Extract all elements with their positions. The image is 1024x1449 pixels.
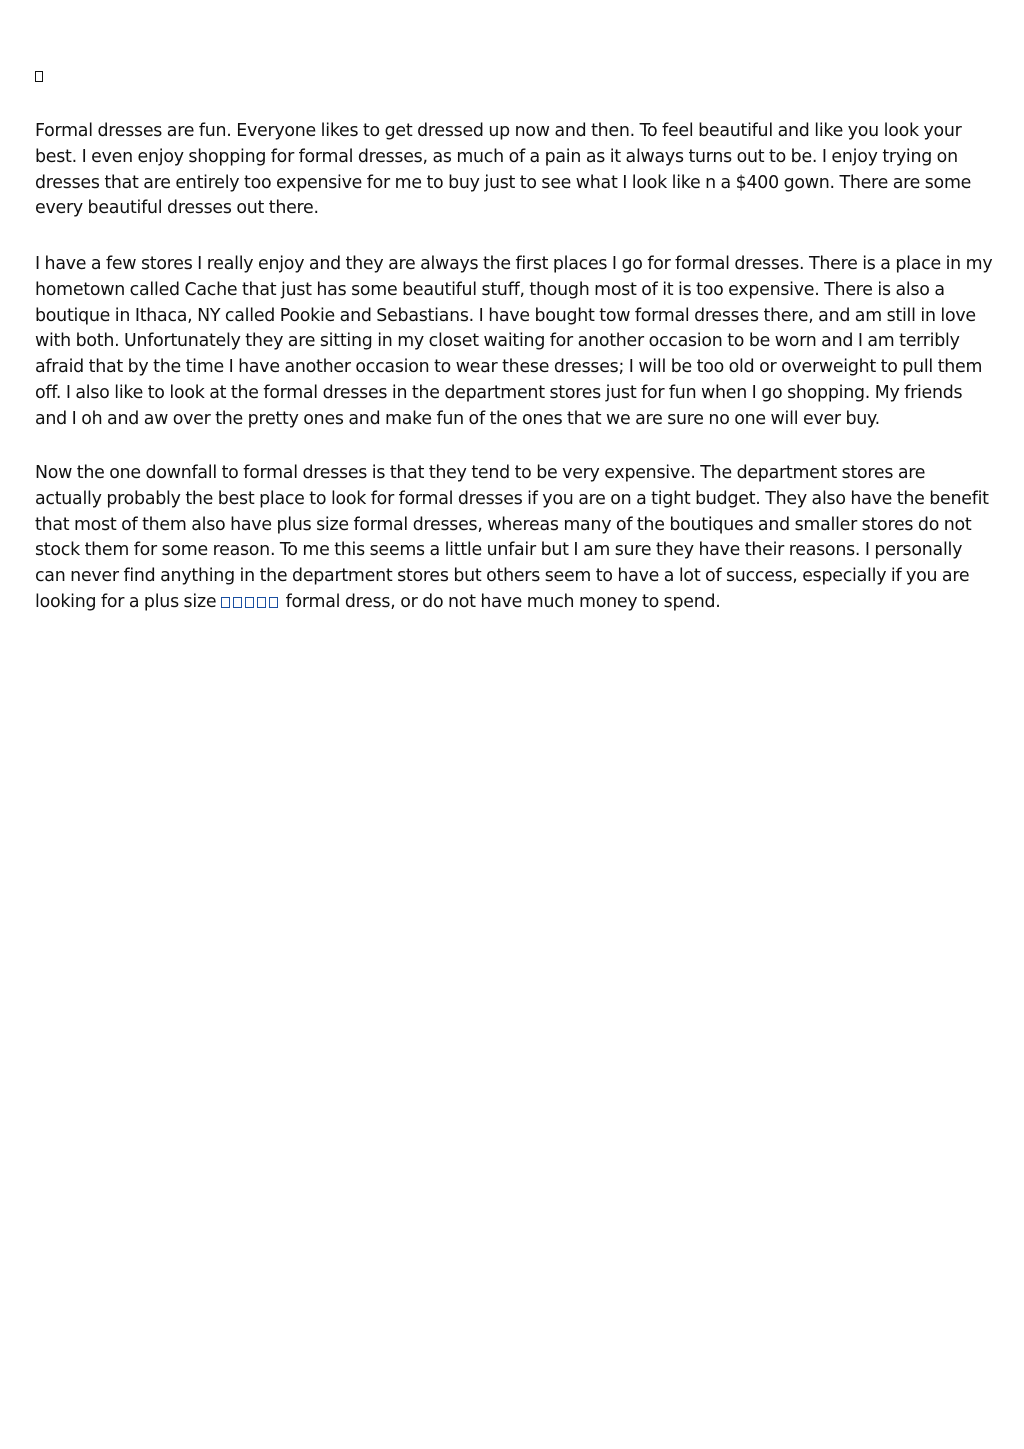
missing-glyph-icon [233, 597, 242, 608]
paragraph-2: I have a few stores I really enjoy and they are always the first places I go for formal dresses. There is a place in my hometown called Cache that just has some beautiful stuff, though most of it is too expensive. There is also a boutique in Ithaca, NY called Pookie and Sebastians. I have bought tow formal dresses there, and am still in love with both. Unfortunately they are sitting in my closet waiting for another occasion to be worn and I am terribly afraid that by the time I have another occasion to wear these dresses; I will be too old or overweight to pull them off. I also like to look at the formal dresses in the department stores just for fun when I go shopping. My friends and I oh and aw over the pretty ones and make fun of the ones that we are sure no one will ever buy. [35, 254, 993, 429]
missing-glyph-icon [221, 597, 230, 608]
missing-glyph-icon [245, 597, 254, 608]
missing-glyph-icon [257, 597, 266, 608]
paragraph-3-text-after-link: formal dress, or do not have much money to spend. [280, 591, 721, 612]
paragraph-3-text-before-link: Now the one downfall to formal dresses is that they tend to be very expensive. The department stores are actually probably the best place to look for formal dresses if you are on a tight budget. They also have the benefit that most of them also have plus size formal dresses, whereas many of the boutiques and smaller stores do not stock them for some reason. To me this seems a little unfair but I am sure they have their reasons. I personally can never find anything in the department stores but others seem to have a lot of success, especially if you are looking for a plus size [35, 463, 989, 612]
link-glyph-group [221, 592, 281, 612]
formal-dress-link[interactable] [221, 592, 281, 612]
paragraph-3 [35, 461, 995, 616]
paragraph-1: Formal dresses are fun. Everyone likes to get dressed up now and then. To feel beautiful and like you look your best. I even enjoy shopping for formal dresses, as much of a pain as it always turns out to be. I enjoy trying on dresses that are entirely too expensive for me to buy just to see what I look like n a $400 gown. There are some every beautiful dresses out there. [35, 121, 972, 219]
missing-glyph-icon [35, 71, 43, 82]
missing-glyph-icon [269, 597, 278, 608]
